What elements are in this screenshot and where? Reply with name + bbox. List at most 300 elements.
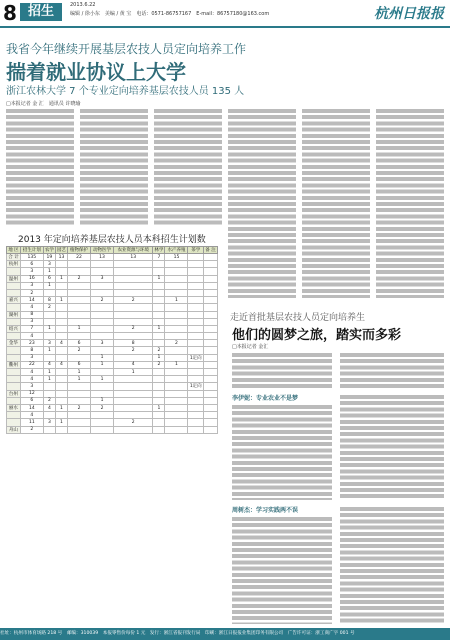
table-cell: 2 <box>68 404 91 411</box>
table-cell: 3 <box>91 340 114 347</box>
table-cell: 3 <box>20 268 43 275</box>
table-region-cell <box>7 376 21 383</box>
table-region-cell <box>7 268 21 275</box>
table-cell <box>165 333 188 340</box>
table-row <box>7 404 218 411</box>
table-cell <box>204 340 218 347</box>
table-region-cell: 湖州 <box>7 311 21 318</box>
table-cell <box>188 275 204 282</box>
table-title: 2013 年定向培养基层农技人员本科招生计划数 <box>18 235 206 245</box>
right-article-column-1c <box>232 516 332 624</box>
table-cell: 7 <box>153 254 165 261</box>
table-cell <box>165 282 188 289</box>
table-cell <box>153 282 165 289</box>
table-cell <box>204 325 218 332</box>
table-cell: 4 <box>114 361 153 368</box>
table-row <box>7 318 218 325</box>
table-cell <box>114 383 153 390</box>
table-cell <box>204 297 218 304</box>
table-cell <box>114 412 153 419</box>
table-cell: 4 <box>20 412 43 419</box>
table-cell <box>153 311 165 318</box>
right-article-column-2a <box>340 352 444 388</box>
table-cell: 13 <box>55 254 67 261</box>
table-cell <box>204 282 218 289</box>
table-cell <box>43 383 55 390</box>
table-row <box>7 361 218 368</box>
table-cell: 2 <box>153 361 165 368</box>
table-cell <box>188 426 204 433</box>
table-cell <box>114 390 153 397</box>
table-cell <box>55 311 67 318</box>
headline-byline: □本报记者 金 汇 通讯员 许晓瑜 <box>6 101 81 107</box>
table-header-cell: 备 注 <box>205 248 216 253</box>
table-cell <box>204 412 218 419</box>
table-cell <box>68 390 91 397</box>
table-cell <box>114 397 153 404</box>
table-cell: 2 <box>68 275 91 282</box>
table-region-cell <box>7 333 21 340</box>
table-cell: 8 <box>20 347 43 354</box>
issue-editors: 编辑 / 徐小东 美编 / 黄 宝 电话：0571-86757167 E-mail：86757180@163.com <box>70 11 270 17</box>
table-cell <box>114 333 153 340</box>
table-cell <box>165 347 188 354</box>
table-cell <box>188 282 204 289</box>
table-cell <box>204 347 218 354</box>
table-cell <box>165 311 188 318</box>
table-cell: 4 <box>43 361 55 368</box>
table-header-cell: 植物保护 <box>68 247 91 254</box>
article-column-5 <box>302 108 370 298</box>
table-region-cell <box>7 397 21 404</box>
table-cell <box>204 311 218 318</box>
table-cell: 4 <box>20 369 43 376</box>
table-row <box>7 369 218 376</box>
table-cell <box>114 304 153 311</box>
table-cell <box>188 254 204 261</box>
table-cell <box>91 289 114 296</box>
table-cell: 6 <box>20 261 43 268</box>
table-cell: 3 <box>20 282 43 289</box>
table-cell <box>188 318 204 325</box>
right-article-column-1b <box>232 404 332 500</box>
table-region-cell: 绍兴 <box>7 325 21 332</box>
table-cell <box>68 419 91 426</box>
table-row <box>7 376 218 383</box>
table-cell <box>68 261 91 268</box>
table-cell <box>43 412 55 419</box>
table-cell: 1 <box>91 354 114 361</box>
table-cell <box>188 404 204 411</box>
table-region-cell <box>7 282 21 289</box>
table-cell <box>204 361 218 368</box>
table-header-cell: 水产养殖 <box>165 247 188 254</box>
table-cell: 4 <box>43 404 55 411</box>
table-cell <box>153 268 165 275</box>
right-article-subhead-1: 李伊妮：专业农业不是梦 <box>232 395 299 402</box>
table-cell <box>43 318 55 325</box>
article-column-3 <box>154 108 222 226</box>
table-cell <box>188 361 204 368</box>
table-cell <box>165 261 188 268</box>
table-header-cell: 地 区 <box>8 248 19 253</box>
table-cell <box>165 318 188 325</box>
table-cell <box>204 289 218 296</box>
table-cell <box>165 304 188 311</box>
right-article-title: 他们的圆梦之旅，踏实而多彩 <box>232 328 402 343</box>
table-cell <box>91 282 114 289</box>
table-cell <box>43 390 55 397</box>
table-cell <box>188 397 204 404</box>
table-cell: 1定向 <box>189 384 202 390</box>
table-cell <box>55 354 67 361</box>
right-article-column-2c <box>340 506 444 624</box>
table-cell <box>114 404 153 411</box>
table-cell <box>68 268 91 275</box>
table-cell: 13 <box>114 254 153 261</box>
table-body <box>7 254 218 434</box>
table-row <box>7 397 218 404</box>
table-cell <box>68 311 91 318</box>
table-cell: 1 <box>68 369 91 376</box>
table-cell: 4 <box>20 376 43 383</box>
table-cell <box>91 268 114 275</box>
table-cell: 3 <box>43 261 55 268</box>
table-cell <box>68 397 91 404</box>
table-cell <box>114 289 153 296</box>
table-cell <box>68 282 91 289</box>
table-region-cell: 合 计 <box>8 255 19 261</box>
table-cell <box>114 311 153 318</box>
table-region-cell: 嘉兴 <box>7 297 21 304</box>
table-cell: 15 <box>165 254 188 261</box>
table-row <box>7 412 218 419</box>
table-cell <box>188 297 204 304</box>
table-cell <box>188 268 204 275</box>
table-header-row <box>7 247 218 254</box>
table-cell <box>91 311 114 318</box>
table-cell <box>188 419 204 426</box>
table-region-cell: 台州 <box>7 390 21 397</box>
newspaper-logo: 杭州日报报 <box>374 6 444 22</box>
table-header-cell: 园艺 <box>56 248 66 253</box>
table-cell <box>188 369 204 376</box>
table-cell <box>188 347 204 354</box>
table-cell: 6 <box>68 361 91 368</box>
table-region-cell: 金华 <box>7 340 21 347</box>
table-cell <box>114 376 153 383</box>
table-cell <box>165 289 188 296</box>
table-cell: 2 <box>114 325 153 332</box>
table-cell <box>153 412 165 419</box>
table-cell: 2 <box>43 397 55 404</box>
table-cell <box>68 333 91 340</box>
table-cell: 1 <box>55 419 67 426</box>
table-row <box>7 254 218 261</box>
table-cell <box>153 333 165 340</box>
table-cell <box>153 390 165 397</box>
table-header-cell: 茶学 <box>188 247 204 254</box>
table-region-cell <box>7 419 21 426</box>
table-cell <box>165 354 188 361</box>
table-cell <box>153 261 165 268</box>
table-cell <box>43 289 55 296</box>
table-cell: 4 <box>55 340 67 347</box>
table-cell: 1 <box>153 404 165 411</box>
table-cell <box>153 376 165 383</box>
table-cell: 2 <box>91 404 114 411</box>
table-cell: 1 <box>165 297 188 304</box>
table-cell: 2 <box>20 426 43 433</box>
table-cell: 8 <box>20 311 43 318</box>
issue-date: 2013.6.22 <box>70 2 96 8</box>
table-cell <box>204 419 218 426</box>
table-cell <box>68 289 91 296</box>
table-cell <box>114 426 153 433</box>
table-cell <box>204 261 218 268</box>
table-cell <box>68 383 91 390</box>
table-cell: 6 <box>68 340 91 347</box>
table-cell <box>153 369 165 376</box>
table-row <box>7 383 218 390</box>
page-number: 8 <box>3 1 17 25</box>
table-cell <box>55 376 67 383</box>
article-column-1 <box>6 108 74 226</box>
table-cell <box>55 325 67 332</box>
table-cell <box>153 419 165 426</box>
table-cell <box>91 383 114 390</box>
table-header-cell: 林学 <box>154 248 164 253</box>
table-cell <box>43 311 55 318</box>
table-cell <box>165 390 188 397</box>
table-cell: 2 <box>43 304 55 311</box>
table-cell: 3 <box>20 354 43 361</box>
footer-bar <box>0 628 450 640</box>
table-cell <box>114 275 153 282</box>
table-cell <box>165 325 188 332</box>
table-cell: 1 <box>43 369 55 376</box>
table-cell <box>55 397 67 404</box>
table-cell: 1 <box>43 347 55 354</box>
table-cell <box>114 282 153 289</box>
table-cell <box>153 340 165 347</box>
table-cell <box>204 369 218 376</box>
table-cell: 1 <box>165 361 188 368</box>
article-column-4 <box>228 108 296 298</box>
table-row <box>7 325 218 332</box>
table-cell: 4 <box>55 361 67 368</box>
table-row <box>7 261 218 268</box>
table-cell: 1 <box>91 361 114 368</box>
table-cell: 4 <box>20 333 43 340</box>
table-cell <box>165 376 188 383</box>
table-cell <box>165 412 188 419</box>
table-cell <box>153 397 165 404</box>
table-cell: 1 <box>68 376 91 383</box>
table-cell: 2 <box>165 340 188 347</box>
table-cell <box>55 304 67 311</box>
table-cell: 1 <box>43 376 55 383</box>
table-cell <box>153 297 165 304</box>
table-region-cell <box>7 304 21 311</box>
table-cell <box>165 404 188 411</box>
table-cell <box>55 390 67 397</box>
table-cell <box>114 318 153 325</box>
table-cell <box>114 268 153 275</box>
right-article-column-1a <box>232 352 332 388</box>
right-article-subhead-2: 周树杰：学习实践两不误 <box>232 507 299 514</box>
table-cell <box>204 426 218 433</box>
table-cell: 2 <box>114 347 153 354</box>
right-article-column-2b <box>340 394 444 500</box>
table-cell: 3 <box>43 340 55 347</box>
table-cell: 6 <box>43 275 55 282</box>
table-cell: 1 <box>153 354 165 361</box>
table-cell: 7 <box>20 325 43 332</box>
table-cell <box>188 340 204 347</box>
table-cell: 3 <box>91 275 114 282</box>
table-row <box>7 304 218 311</box>
table-cell: 135 <box>20 254 43 261</box>
table-cell: 1定向 <box>189 355 202 361</box>
table-cell <box>91 390 114 397</box>
table-cell: 2 <box>68 347 91 354</box>
table-cell: 2 <box>91 297 114 304</box>
table-cell <box>43 354 55 361</box>
table-cell: 3 <box>20 318 43 325</box>
table-cell <box>68 354 91 361</box>
table-cell <box>68 426 91 433</box>
table-cell <box>55 261 67 268</box>
table-cell <box>204 376 218 383</box>
right-article-byline: □本报记者 金汇 <box>232 344 269 350</box>
table-cell <box>153 318 165 325</box>
table-cell: 8 <box>43 297 55 304</box>
table-cell <box>204 254 218 261</box>
article-column-6 <box>376 108 444 298</box>
table-cell <box>204 275 218 282</box>
table-cell <box>114 261 153 268</box>
table-cell: 1 <box>55 275 67 282</box>
table-cell <box>165 419 188 426</box>
table-cell <box>68 304 91 311</box>
table-cell: 12 <box>20 390 43 397</box>
table-cell <box>91 412 114 419</box>
table-row <box>7 311 218 318</box>
table-row <box>7 347 218 354</box>
table-cell <box>153 304 165 311</box>
table-cell <box>91 304 114 311</box>
table-cell: 1 <box>43 268 55 275</box>
table-cell: 1 <box>68 325 91 332</box>
table-cell: 11 <box>20 419 43 426</box>
table-cell <box>55 383 67 390</box>
table-cell: 4 <box>20 304 43 311</box>
table-cell <box>91 369 114 376</box>
table-cell: 19 <box>43 254 55 261</box>
table-cell <box>188 304 204 311</box>
article-column-2 <box>80 108 148 226</box>
table-cell <box>68 412 91 419</box>
table-cell <box>204 318 218 325</box>
table-cell: 2 <box>114 419 153 426</box>
table-cell: 3 <box>43 419 55 426</box>
table-cell: 23 <box>20 340 43 347</box>
table-region-cell: 杭州 <box>7 261 21 268</box>
table-cell: 6 <box>20 397 43 404</box>
table-row <box>7 297 218 304</box>
table-cell: 1 <box>114 369 153 376</box>
table-cell <box>188 333 204 340</box>
table-row <box>7 354 218 361</box>
table-cell <box>188 390 204 397</box>
table-cell <box>153 289 165 296</box>
table-row <box>7 426 218 433</box>
table-cell: 2 <box>114 297 153 304</box>
table-region-cell <box>7 354 21 361</box>
table-cell <box>204 383 218 390</box>
table-cell: 1 <box>91 397 114 404</box>
table-cell <box>91 426 114 433</box>
table-cell <box>55 426 67 433</box>
table-row <box>7 340 218 347</box>
headline-kicker: 我省今年继续开展基层农技人员定向培养工作 <box>6 42 247 56</box>
table-cell <box>55 268 67 275</box>
table-region-cell: 温州 <box>7 275 21 282</box>
table-cell <box>153 383 165 390</box>
table-row <box>7 289 218 296</box>
table-cell <box>204 354 218 361</box>
table-cell <box>43 333 55 340</box>
table-cell <box>55 347 67 354</box>
table-cell <box>204 404 218 411</box>
table-cell: 1 <box>91 376 114 383</box>
table-cell <box>43 426 55 433</box>
table-cell <box>55 318 67 325</box>
table-cell: 8 <box>114 340 153 347</box>
table-cell <box>114 354 153 361</box>
table-cell: 1 <box>55 297 67 304</box>
table-cell <box>204 390 218 397</box>
table-cell <box>68 318 91 325</box>
table-cell: 14 <box>20 297 43 304</box>
table-cell <box>204 397 218 404</box>
section-label: 招生 <box>20 3 62 21</box>
table-cell: 3 <box>20 383 43 390</box>
table-cell <box>91 318 114 325</box>
table-header-cell: 农学 <box>44 248 54 253</box>
table-cell <box>165 426 188 433</box>
table-cell <box>91 419 114 426</box>
table-region-cell <box>7 318 21 325</box>
table-cell <box>55 282 67 289</box>
table-cell: 14 <box>20 404 43 411</box>
table-region-cell <box>7 412 21 419</box>
table-header-cell: 农业资源与环境 <box>114 247 153 254</box>
headline-title: 揣着就业协议上大学 <box>6 60 186 84</box>
table-cell <box>165 268 188 275</box>
table-cell: 1 <box>153 325 165 332</box>
table-cell <box>188 412 204 419</box>
table-region-cell <box>7 383 21 390</box>
headline-subtitle: 浙江农林大学 7 个专业定向培养基层农技人员 135 人 <box>6 86 245 97</box>
table-row <box>7 419 218 426</box>
table-cell <box>55 369 67 376</box>
table-header-cell: 招生计划 <box>20 247 43 254</box>
table-cell <box>91 261 114 268</box>
table-cell <box>91 325 114 332</box>
table-cell <box>55 412 67 419</box>
